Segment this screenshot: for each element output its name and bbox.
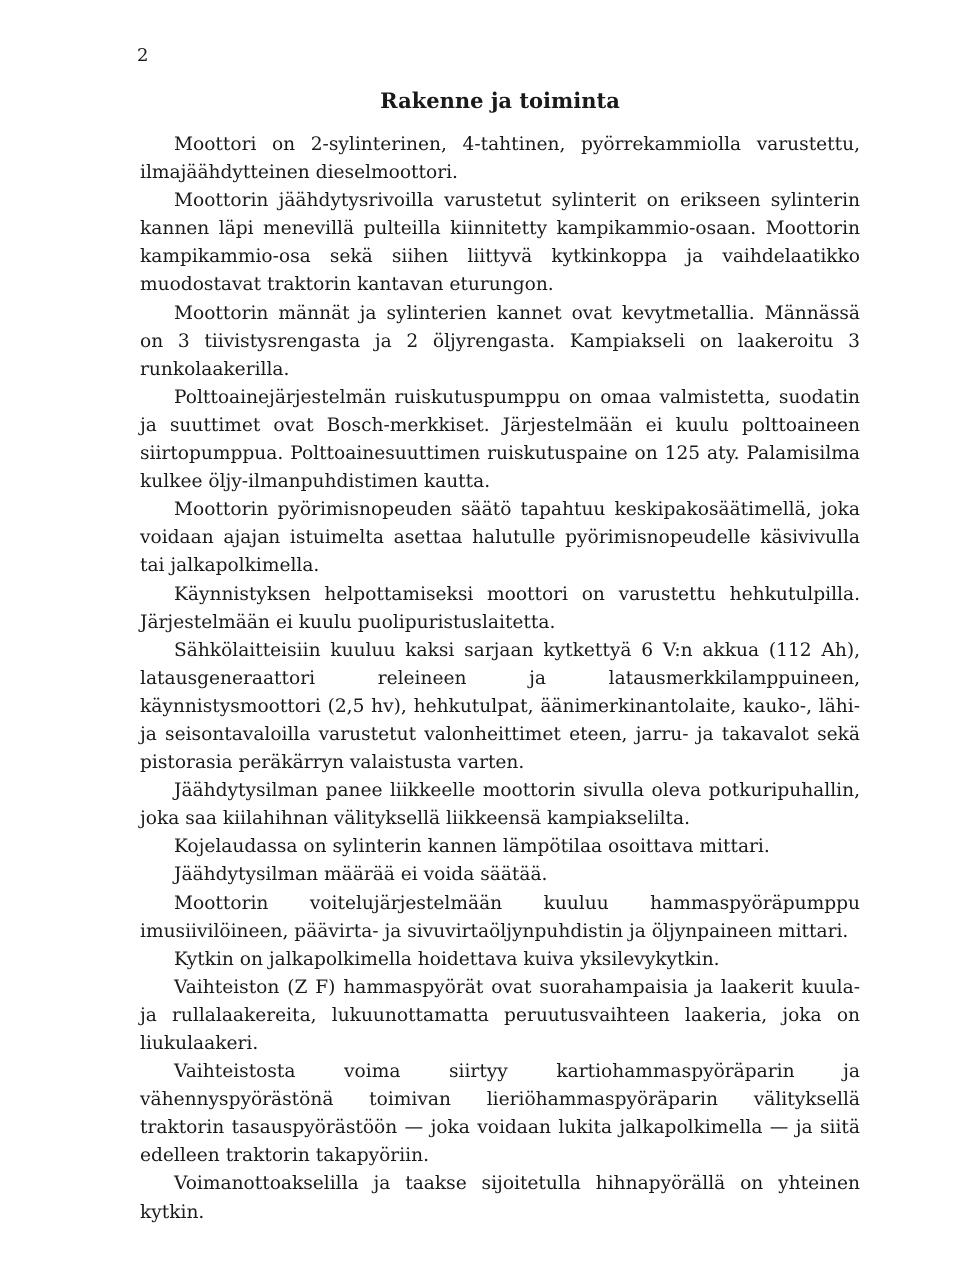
- section-title: Rakenne ja toiminta: [380, 88, 620, 113]
- paragraph: Moottorin pyörimisnopeuden säätö tapahtuu keskipakosäätimellä, joka voidaan ajajan istuimelta asettaa halutulle pyörimisnopeudelle käsivivulla tai jalkapolkimella.: [140, 499, 860, 577]
- paragraph: Moottorin jäähdytysrivoilla varustetut sylinterit on erikseen sylinterin kannen läpi menevillä pulteilla kiinnitetty kampikammio-osaan. Moottorin kampikammio-osa sekä siihen liittyvä kytkinkoppa ja vaihdelaatikko muodostavat traktorin kantavan eturungon.: [140, 190, 860, 296]
- paragraph: Jäähdytysilman panee liikkeelle moottorin sivulla oleva potkuripuhallin, joka saa kiilahihnan välityksellä liikkeensä kampiakselilta.: [140, 780, 860, 830]
- paragraph: Sähkölaitteisiin kuuluu kaksi sarjaan kytkettyä 6 V:n akkua (112 Ah), latausgeneraattori releineen ja latausmerkkilamppuineen, käynnistysmoottori (2,5 hv), hehkutulpat, äänimerkinantolaite, kauko-, lähi- ja seisontavaloilla varustetut valonheittimet eteen, jarru- ja takavalot sekä pistorasia peräkärryn valaistusta varten.: [140, 639, 860, 774]
- paragraph: Voimanottoakselilla ja taakse sijoitetulla hihnapyörällä on yhteinen kytkin.: [140, 1173, 860, 1223]
- paragraph: Jäähdytysilman määrää ei voida säätää.: [174, 864, 548, 886]
- paragraph: Moottorin männät ja sylinterien kannet ovat kevytmetallia. Männässä on 3 tiivistysrengasta ja 2 öljyrengasta. Kampiakseli on laakeroitu 3 runkolaakerilla.: [140, 302, 860, 380]
- paragraph: Kojelaudassa on sylinterin kannen lämpötilaa osoittava mittari.: [174, 836, 770, 858]
- body-text: [140, 131, 860, 1227]
- paragraph: Vaihteistosta voima siirtyy kartiohammaspyöräparin ja vähennyspyörästönä toimivan lieriöhammaspyöräparin välityksellä traktorin tasauspyörästöön — joka voidaan lukita jalkapolkimella — ja siitä edelleen traktorin takapyöriin.: [140, 1061, 860, 1167]
- paragraph: Kytkin on jalkapolkimella hoidettava kuiva yksilevykytkin.: [174, 948, 720, 970]
- paragraph: Vaihteiston (Z F) hammaspyörät ovat suorahampaisia ja laakerit kuula- ja rullalaakereita, lukuunottamatta peruutusvaihteen laakeria, joka on liukulaakeri.: [140, 976, 860, 1054]
- page-number: 2: [137, 45, 149, 66]
- paragraph: Moottori on 2-sylinterinen, 4-tahtinen, pyörrekammiolla varustettu, ilmajäähdytteinen dieselmoottori.: [140, 134, 860, 184]
- paragraph: Polttoainejärjestelmän ruiskutuspumppu on omaa valmistetta, suodatin ja suuttimet ovat Bosch-merkkiset. Järjestelmään ei kuulu polttoaineen siirtopumppua. Polttoainesuuttimen ruiskutuspaine on 125 aty. Palamisilma kulkee öljy-ilmanpuhdistimen kautta.: [140, 386, 860, 493]
- paragraph: Käynnistyksen helpottamiseksi moottori on varustettu hehkutulpilla. Järjestelmään ei kuulu puolipuristuslaitetta.: [140, 583, 860, 633]
- paragraph: Moottorin voitelujärjestelmään kuuluu hammaspyöräpumppu imusiivilöineen, päävirta- ja sivuvirtaöljynpuhdistin ja öljynpaineen mittari.: [140, 892, 860, 942]
